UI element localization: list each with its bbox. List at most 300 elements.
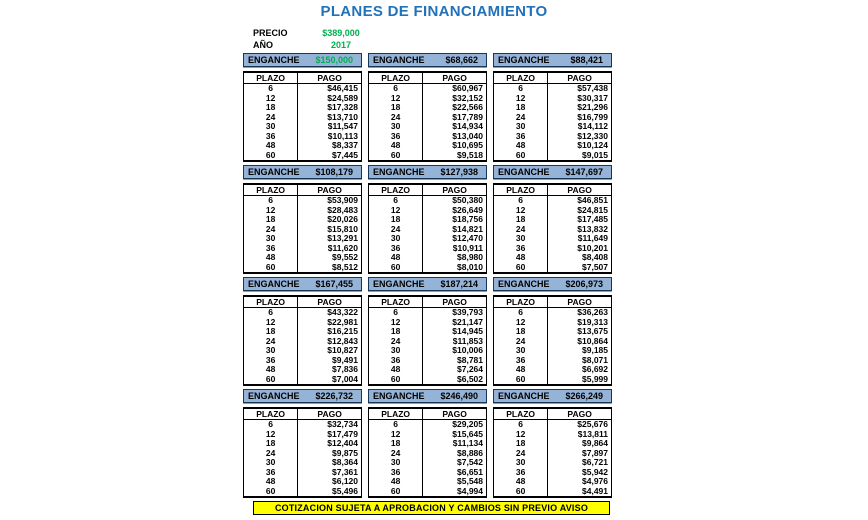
pago-cell: $12,843 (327, 335, 358, 346)
plazo-cell: 12 (494, 206, 548, 216)
pago-cell: $10,124 (577, 140, 608, 150)
plazo-column-header: PLAZO (494, 72, 548, 84)
pago-cell: $8,408 (582, 252, 608, 262)
plazo-cell: 60 (369, 151, 423, 162)
pago-cell: $60,967 (452, 83, 483, 93)
pago-cell: $7,507 (582, 261, 608, 272)
pago-cell: $10,864 (577, 335, 608, 346)
plazo-cell: 48 (369, 477, 423, 487)
enganche-header (493, 165, 612, 179)
plazo-cell: 60 (494, 151, 548, 162)
pago-cell: $29,205 (452, 419, 483, 429)
plazo-cell: 30 (244, 346, 298, 356)
enganche-label: ENGANCHE (373, 167, 425, 177)
enganche-header (493, 277, 612, 291)
plan-card (493, 277, 612, 382)
pago-column-header: PAGO (423, 408, 487, 420)
plazo-cell: 36 (244, 244, 298, 254)
plazo-cell: 30 (244, 234, 298, 244)
table-row (494, 151, 612, 162)
enganche-label: ENGANCHE (498, 391, 550, 401)
plazo-cell: 18 (494, 327, 548, 337)
pago-cell: $8,364 (332, 457, 358, 467)
payment-table (493, 407, 612, 498)
plazo-cell: 12 (244, 318, 298, 328)
pago-cell: $10,201 (577, 242, 608, 253)
pago-cell: $9,864 (582, 438, 608, 448)
plazo-cell: 36 (244, 468, 298, 478)
pago-column-header: PAGO (423, 72, 487, 84)
pago-cell: $14,934 (452, 121, 483, 131)
plazo-cell: 24 (244, 113, 298, 123)
enganche-label: ENGANCHE (248, 391, 300, 401)
plazo-cell: 6 (244, 308, 298, 318)
pago-cell: $17,479 (327, 428, 358, 439)
plazo-cell: 6 (494, 84, 548, 94)
pago-cell: $8,071 (582, 354, 608, 365)
payment-table (493, 295, 612, 386)
plazo-cell: 6 (494, 308, 548, 318)
plazo-column-header: PLAZO (369, 72, 423, 84)
enganche-label: ENGANCHE (498, 279, 550, 289)
plazo-cell: 48 (244, 365, 298, 375)
plazo-column-header: PLAZO (244, 72, 298, 84)
plan-card (493, 389, 612, 494)
pago-column-header: PAGO (423, 184, 487, 196)
plazo-cell: 60 (369, 263, 423, 274)
pago-cell: $14,821 (452, 223, 483, 234)
plan-card (243, 53, 362, 158)
plazo-cell: 36 (494, 132, 548, 142)
enganche-amount: $108,179 (315, 167, 353, 177)
pago-column-header: PAGO (298, 296, 362, 308)
pago-cell: $7,361 (332, 466, 358, 477)
table-row (244, 308, 362, 318)
table-row (369, 196, 487, 206)
plazo-cell: 30 (244, 458, 298, 468)
plazo-column-header: PLAZO (244, 296, 298, 308)
pago-cell: $26,649 (452, 204, 483, 215)
plazo-cell: 24 (369, 113, 423, 123)
plazo-cell: 18 (494, 103, 548, 113)
payment-table (243, 71, 362, 162)
enganche-header (493, 53, 612, 67)
pago-cell: $15,810 (327, 223, 358, 234)
plazo-column-header: PLAZO (494, 296, 548, 308)
plazo-cell: 18 (244, 327, 298, 337)
pago-cell: $53,909 (327, 195, 358, 205)
plazo-cell: 18 (244, 103, 298, 113)
pago-cell: $4,491 (582, 485, 608, 496)
pago-cell: $13,040 (452, 130, 483, 141)
table-row (494, 308, 612, 318)
plazo-cell: 30 (369, 122, 423, 132)
plazo-cell: 24 (244, 225, 298, 235)
enganche-header (493, 389, 612, 403)
table-row (369, 308, 487, 318)
plazo-cell: 48 (244, 253, 298, 263)
pago-cell: $25,676 (577, 419, 608, 429)
enganche-header (243, 277, 362, 291)
pago-cell: $9,491 (332, 354, 358, 365)
year-label: AÑO (253, 40, 273, 50)
enganche-label: ENGANCHE (373, 55, 425, 65)
enganche-label: ENGANCHE (373, 391, 425, 401)
enganche-amount: $150,000 (315, 55, 353, 65)
plazo-cell: 6 (494, 420, 548, 430)
plan-card (243, 277, 362, 382)
plazo-cell: 12 (369, 318, 423, 328)
pago-cell: $24,589 (327, 92, 358, 103)
pago-cell: $13,675 (577, 326, 608, 336)
pago-cell: $6,120 (332, 476, 358, 486)
pago-cell: $7,542 (457, 457, 483, 467)
pago-cell: $18,756 (452, 214, 483, 224)
plazo-cell: 6 (244, 84, 298, 94)
plazo-cell: 18 (244, 215, 298, 225)
enganche-header (243, 165, 362, 179)
pago-cell: $43,322 (327, 307, 358, 317)
enganche-amount: $246,490 (440, 391, 478, 401)
plazo-cell: 36 (369, 132, 423, 142)
table-row (369, 151, 487, 162)
plazo-cell: 24 (369, 337, 423, 347)
plazo-cell: 24 (494, 449, 548, 459)
footer-banner: COTIZACION SUJETA A APROBACION Y CAMBIOS SIN PREVIO AVISO (253, 501, 610, 515)
pago-cell: $8,512 (332, 261, 358, 272)
plazo-cell: 24 (244, 449, 298, 459)
pago-cell: $5,496 (332, 485, 358, 496)
pago-column-header: PAGO (548, 72, 612, 84)
table-row (494, 375, 612, 386)
payment-table (368, 407, 487, 498)
pago-cell: $7,004 (332, 373, 358, 384)
plazo-column-header: PLAZO (244, 184, 298, 196)
table-row (244, 263, 362, 274)
plazo-cell: 60 (494, 263, 548, 274)
plan-card (368, 389, 487, 494)
enganche-label: ENGANCHE (498, 55, 550, 65)
plazo-cell: 30 (494, 346, 548, 356)
plazo-column-header: PLAZO (494, 184, 548, 196)
pago-cell: $8,010 (457, 261, 483, 272)
pago-cell: $32,152 (452, 92, 483, 103)
plazo-cell: 30 (369, 234, 423, 244)
plazo-cell: 36 (369, 244, 423, 254)
pago-cell: $7,897 (582, 447, 608, 458)
price-info-block (253, 27, 371, 51)
plazo-cell: 12 (244, 430, 298, 440)
payment-table-header-row (494, 184, 612, 196)
pago-cell: $16,215 (327, 326, 358, 336)
pago-cell: $11,134 (452, 438, 483, 448)
payment-table-header-row (244, 72, 362, 84)
pago-cell: $11,620 (327, 242, 358, 253)
pago-cell: $10,911 (452, 242, 483, 253)
pago-column-header: PAGO (548, 184, 612, 196)
pago-cell: $46,851 (577, 195, 608, 205)
plazo-cell: 36 (369, 468, 423, 478)
price-row (253, 27, 371, 39)
plazo-cell: 60 (494, 487, 548, 498)
plazo-cell: 24 (494, 113, 548, 123)
enganche-header (368, 165, 487, 179)
plazo-cell: 12 (369, 430, 423, 440)
pago-cell: $4,976 (582, 476, 608, 486)
enganche-amount: $226,732 (315, 391, 353, 401)
payment-table-header-row (494, 72, 612, 84)
pago-cell: $8,886 (457, 447, 483, 458)
plazo-cell: 36 (494, 468, 548, 478)
year-value: 2017 (330, 40, 352, 50)
pago-cell: $13,710 (327, 111, 358, 122)
pago-cell: $14,112 (577, 121, 608, 131)
pago-cell: $11,649 (577, 233, 608, 243)
plazo-column-header: PLAZO (244, 408, 298, 420)
price-label: PRECIO (253, 28, 288, 38)
plazo-cell: 60 (494, 375, 548, 386)
pago-cell: $9,015 (582, 149, 608, 160)
enganche-header (368, 53, 487, 67)
table-row (244, 196, 362, 206)
plazo-cell: 24 (369, 225, 423, 235)
plazo-cell: 36 (494, 244, 548, 254)
pago-cell: $19,313 (577, 316, 608, 327)
pago-column-header: PAGO (548, 296, 612, 308)
enganche-amount: $167,455 (315, 279, 353, 289)
plazo-cell: 60 (244, 375, 298, 386)
plan-card (368, 165, 487, 270)
table-row (494, 487, 612, 498)
table-row (244, 487, 362, 498)
pago-cell: $6,692 (582, 364, 608, 374)
pago-cell: $13,291 (327, 233, 358, 243)
pago-cell: $9,518 (457, 149, 483, 160)
pago-cell: $17,485 (577, 214, 608, 224)
plazo-cell: 6 (369, 196, 423, 206)
plazo-cell: 60 (244, 151, 298, 162)
plazo-cell: 48 (244, 141, 298, 151)
pago-cell: $6,721 (582, 457, 608, 467)
year-row (253, 39, 371, 51)
plazo-cell: 48 (494, 253, 548, 263)
enganche-amount: $147,697 (565, 167, 603, 177)
table-row (244, 375, 362, 386)
plazo-cell: 48 (244, 477, 298, 487)
pago-cell: $10,827 (327, 345, 358, 355)
table-row (244, 84, 362, 94)
table-row (494, 263, 612, 274)
plazo-cell: 12 (494, 430, 548, 440)
pago-cell: $20,026 (327, 214, 358, 224)
payment-table (243, 183, 362, 274)
pago-cell: $39,793 (452, 307, 483, 317)
plazo-cell: 30 (369, 458, 423, 468)
pago-cell: $8,337 (332, 140, 358, 150)
enganche-header (368, 389, 487, 403)
enganche-header (243, 53, 362, 67)
pago-cell: $10,695 (452, 140, 483, 150)
plazo-cell: 36 (369, 356, 423, 366)
pago-cell: $12,404 (327, 438, 358, 448)
pago-column-header: PAGO (298, 408, 362, 420)
enganche-amount: $266,249 (565, 391, 603, 401)
payment-table-header-row (369, 184, 487, 196)
plazo-cell: 60 (244, 263, 298, 274)
plazo-cell: 30 (369, 346, 423, 356)
payment-table-header-row (494, 408, 612, 420)
pago-cell: $32,734 (327, 419, 358, 429)
pago-column-header: PAGO (548, 408, 612, 420)
pago-cell: $57,438 (577, 83, 608, 93)
pago-cell: $9,875 (332, 447, 358, 458)
pago-cell: $7,445 (332, 149, 358, 160)
plan-card (368, 277, 487, 382)
table-row (369, 263, 487, 274)
price-value: $389,000 (322, 28, 360, 38)
table-row (494, 84, 612, 94)
plazo-column-header: PLAZO (369, 408, 423, 420)
plan-card (493, 165, 612, 270)
table-row (494, 196, 612, 206)
payment-table-header-row (244, 184, 362, 196)
plazo-cell: 48 (369, 365, 423, 375)
plan-card (493, 53, 612, 158)
pago-cell: $46,415 (327, 83, 358, 93)
pago-cell: $15,645 (452, 428, 483, 439)
payment-table-header-row (369, 72, 487, 84)
plazo-column-header: PLAZO (369, 184, 423, 196)
plazo-cell: 48 (369, 141, 423, 151)
pago-cell: $28,483 (327, 204, 358, 215)
enganche-amount: $127,938 (440, 167, 478, 177)
payment-table (243, 295, 362, 386)
plazo-column-header: PLAZO (369, 296, 423, 308)
plazo-cell: 48 (494, 365, 548, 375)
pago-cell: $14,945 (452, 326, 483, 336)
plazo-cell: 12 (494, 94, 548, 104)
plazo-cell: 18 (494, 439, 548, 449)
plazo-cell: 6 (369, 308, 423, 318)
pago-column-header: PAGO (298, 184, 362, 196)
plazo-cell: 6 (369, 420, 423, 430)
table-row (369, 420, 487, 430)
enganche-header (243, 389, 362, 403)
pago-cell: $21,296 (577, 102, 608, 112)
payment-table-header-row (244, 296, 362, 308)
plazo-cell: 12 (369, 94, 423, 104)
plan-card (243, 389, 362, 494)
pago-cell: $10,113 (327, 130, 358, 141)
plazo-cell: 12 (244, 206, 298, 216)
pago-cell: $11,547 (327, 121, 358, 131)
payment-table-header-row (244, 408, 362, 420)
pago-cell: $13,811 (577, 428, 608, 439)
plazo-cell: 60 (369, 375, 423, 386)
payment-table-header-row (369, 408, 487, 420)
plazo-cell: 60 (369, 487, 423, 498)
plazo-column-header: PLAZO (494, 408, 548, 420)
table-row (244, 151, 362, 162)
plazo-cell: 36 (244, 132, 298, 142)
plazo-cell: 18 (369, 439, 423, 449)
table-row (369, 84, 487, 94)
pago-cell: $21,147 (452, 316, 483, 327)
table-row (244, 420, 362, 430)
page-title: PLANES DE FINANCIAMIENTO (320, 3, 548, 20)
plazo-cell: 30 (494, 122, 548, 132)
enganche-label: ENGANCHE (248, 279, 300, 289)
plazo-cell: 30 (494, 458, 548, 468)
plazo-cell: 48 (494, 141, 548, 151)
plazo-cell: 12 (494, 318, 548, 328)
payment-table (368, 295, 487, 386)
pago-cell: $24,815 (577, 204, 608, 215)
pago-cell: $17,789 (452, 111, 483, 122)
plazo-cell: 18 (244, 439, 298, 449)
pago-cell: $6,651 (457, 466, 483, 477)
enganche-amount: $88,421 (570, 55, 603, 65)
enganche-amount: $206,973 (565, 279, 603, 289)
pago-cell: $50,380 (452, 195, 483, 205)
pago-cell: $9,185 (582, 345, 608, 355)
enganche-amount: $187,214 (440, 279, 478, 289)
enganche-label: ENGANCHE (248, 167, 300, 177)
payment-table (493, 183, 612, 274)
enganche-label: ENGANCHE (498, 167, 550, 177)
pago-cell: $6,502 (457, 373, 483, 384)
pago-cell: $7,264 (457, 364, 483, 374)
payment-table (243, 407, 362, 498)
pago-cell: $30,317 (577, 92, 608, 103)
pago-cell: $22,981 (327, 316, 358, 327)
pago-cell: $8,781 (457, 354, 483, 365)
plazo-cell: 24 (369, 449, 423, 459)
payment-table (368, 183, 487, 274)
pago-cell: $17,328 (327, 102, 358, 112)
plazo-cell: 36 (494, 356, 548, 366)
payment-table (368, 71, 487, 162)
pago-column-header: PAGO (423, 296, 487, 308)
pago-cell: $13,832 (577, 223, 608, 234)
plazo-cell: 6 (244, 420, 298, 430)
plazo-cell: 24 (244, 337, 298, 347)
plazo-cell: 48 (494, 477, 548, 487)
plazo-cell: 30 (244, 122, 298, 132)
pago-cell: $10,006 (452, 345, 483, 355)
table-row (369, 487, 487, 498)
payment-table-header-row (494, 296, 612, 308)
pago-cell: $36,263 (577, 307, 608, 317)
plazo-cell: 6 (369, 84, 423, 94)
enganche-amount: $68,662 (445, 55, 478, 65)
payment-table (493, 71, 612, 162)
pago-cell: $12,330 (577, 130, 608, 141)
plazo-cell: 18 (369, 215, 423, 225)
pago-cell: $11,853 (452, 335, 483, 346)
plazo-cell: 12 (244, 94, 298, 104)
pago-cell: $5,999 (582, 373, 608, 384)
table-row (369, 375, 487, 386)
plazo-cell: 60 (244, 487, 298, 498)
plan-card (243, 165, 362, 270)
plazo-cell: 6 (494, 196, 548, 206)
pago-cell: $4,994 (457, 485, 483, 496)
plazo-cell: 30 (494, 234, 548, 244)
enganche-label: ENGANCHE (248, 55, 300, 65)
enganche-header (368, 277, 487, 291)
enganche-label: ENGANCHE (373, 279, 425, 289)
